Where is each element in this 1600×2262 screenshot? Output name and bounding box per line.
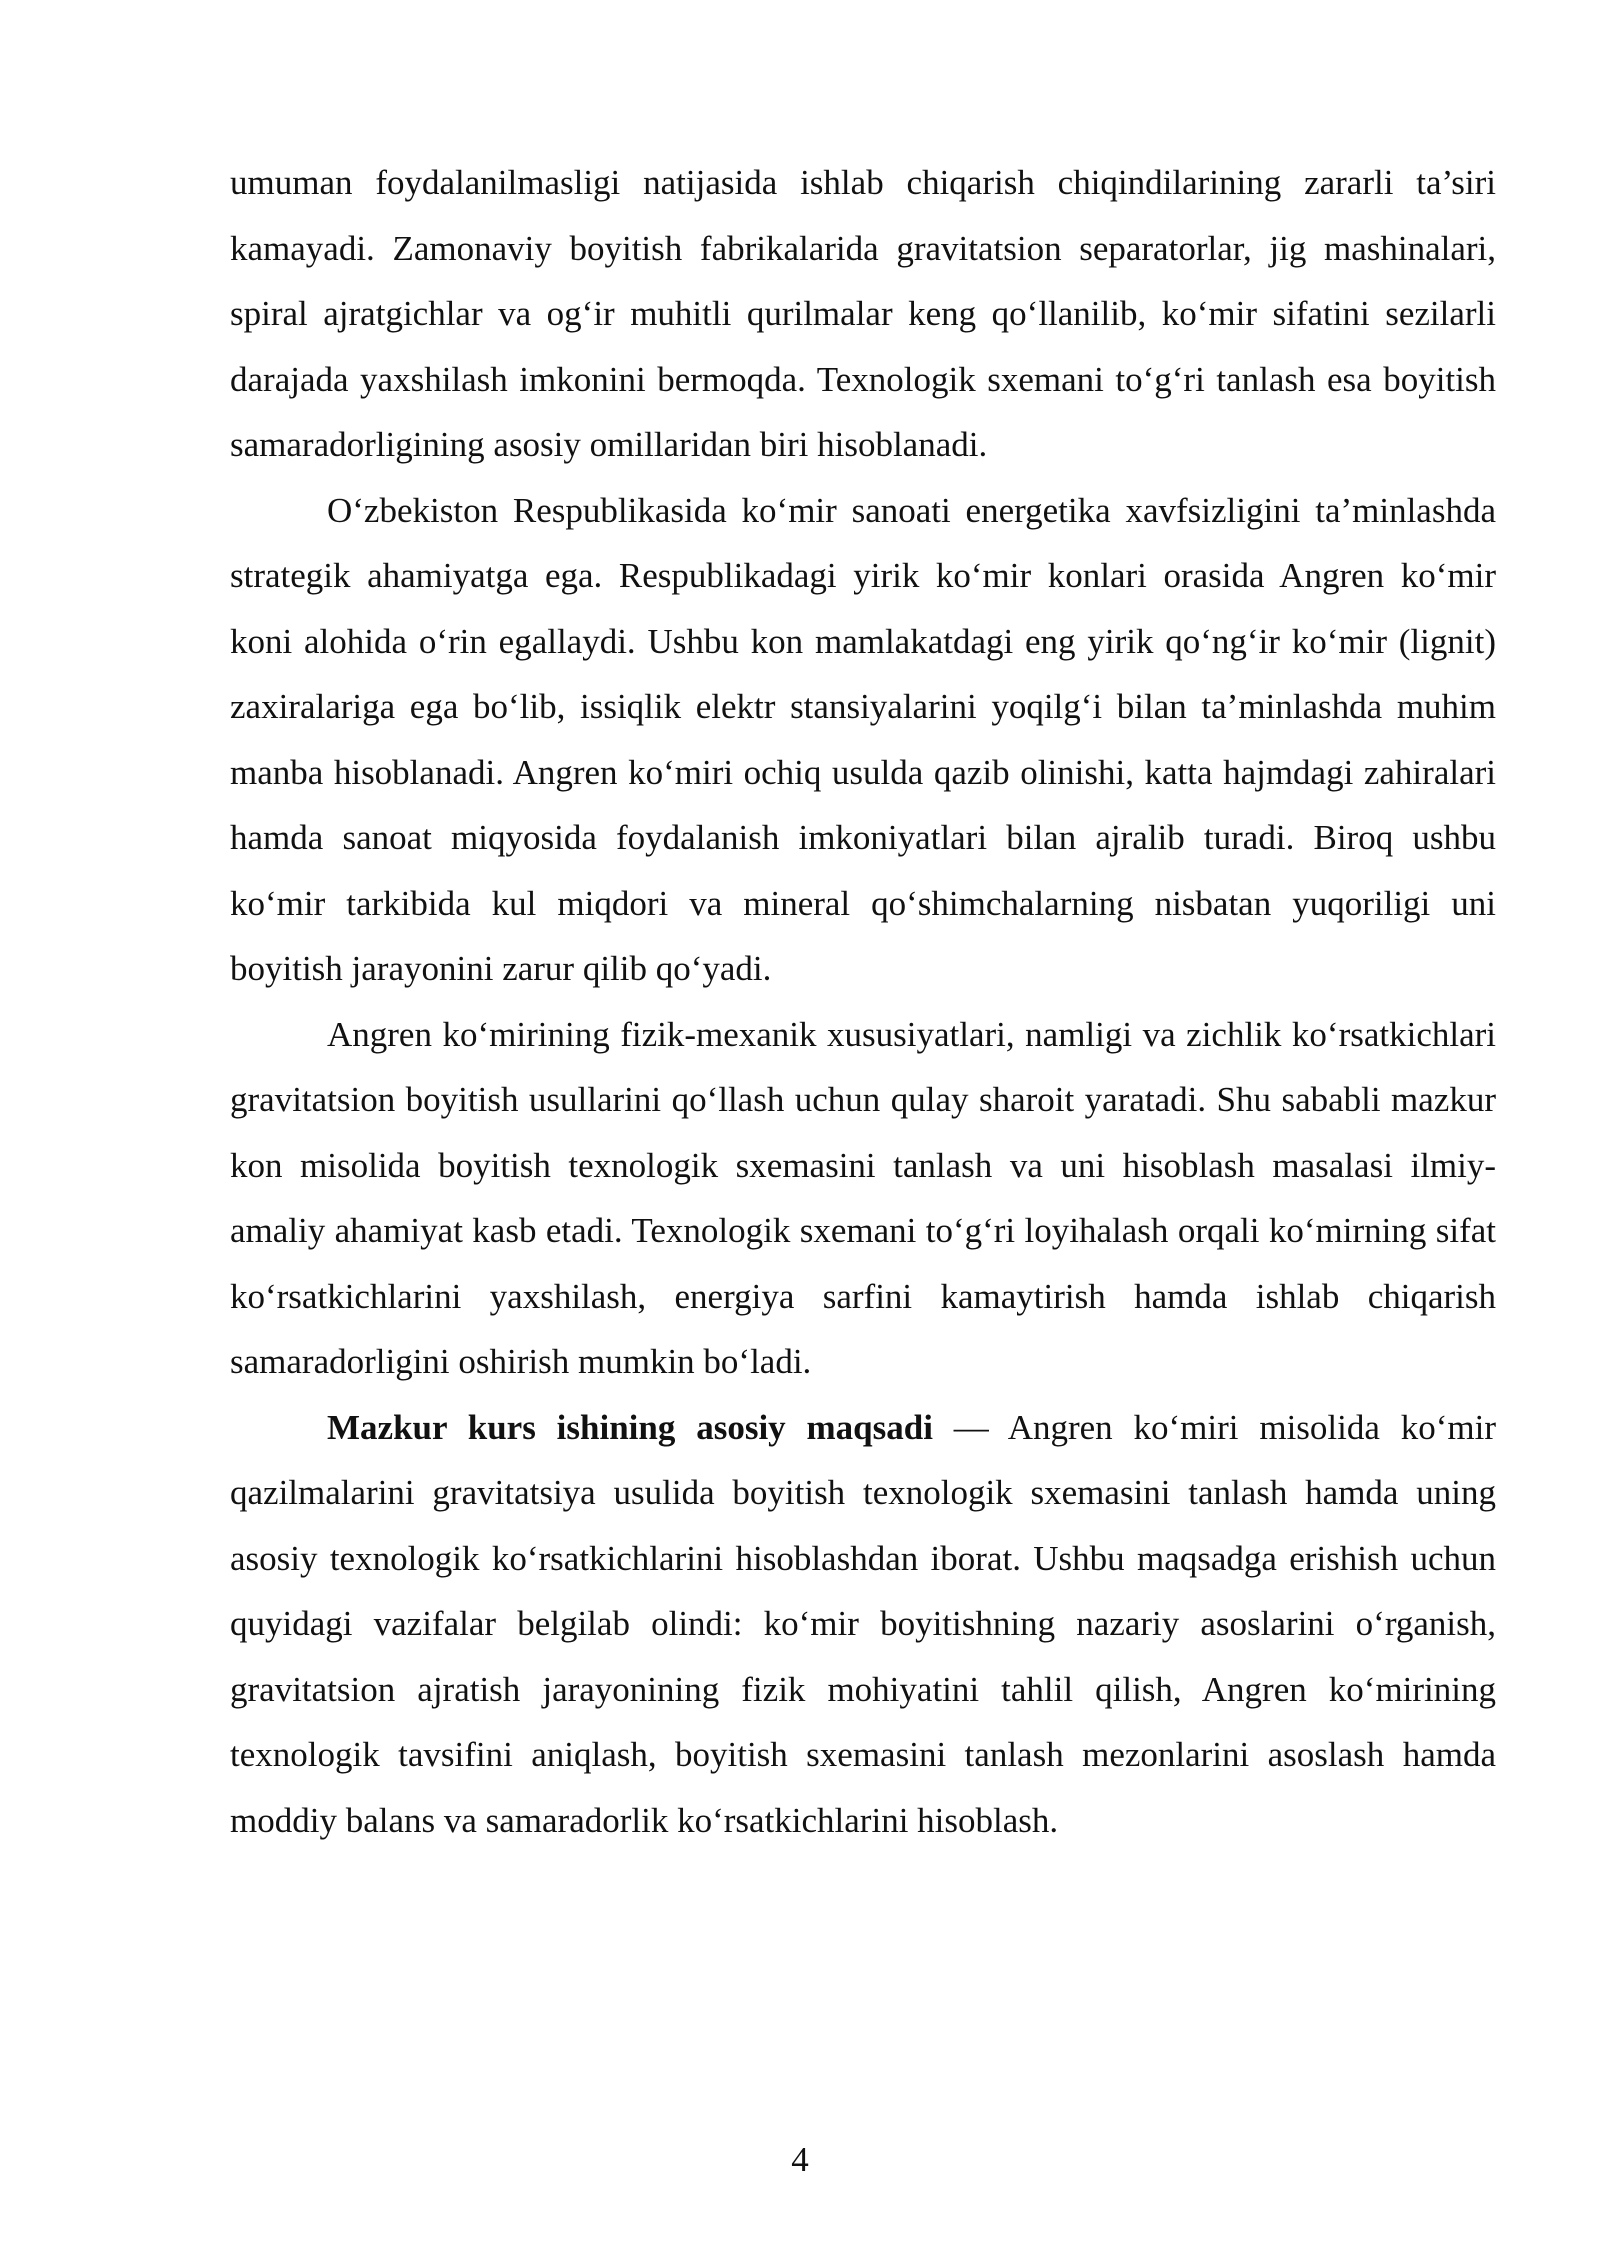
- course-goal-heading: Mazkur kurs ishining asosiy maqsadi: [327, 1407, 933, 1447]
- paragraph-angren-properties: Angren ko‘mirining fizik-mexanik xususiyatlari, namligi va zichlik ko‘rsatkichlari gravitatsion boyitish usullarini qo‘llash uchun qulay sharoit yaratadi. Shu sababli mazkur kon misolida boyitish texnologik sxemasini tanlash va uni hisoblash masalasi ilmiy-amaliy ahamiyat kasb etadi. Texnologik sxemani to‘g‘ri loyihalash orqali ko‘mirning sifat ko‘rsatkichlarini yaxshilash, energiya sarfini kamaytirish hamda ishlab chiqarish samaradorligini oshirish mumkin bo‘ladi.: [230, 1014, 1496, 1381]
- page-number: 4: [791, 2140, 809, 2179]
- paragraph-continuation: umuman foydalanilmasligi natijasida ishlab chiqarish chiqindilarining zararli ta’siri kamayadi. Zamonaviy boyitish fabrikalarida gravitatsion separatorlar, jig mashinalari, spiral ajratgichlar va og‘ir muhitli qurilmalar keng qo‘llanilib, ko‘mir sifatini sezilarli darajada yaxshilash imkonini bermoqda. Texnologik sxemani to‘g‘ri tanlash esa boyitish samaradorligining asosiy omillaridan biri hisoblanadi.: [230, 163, 1496, 464]
- paragraph-course-goal: [230, 1395, 1496, 1854]
- page-body: [230, 150, 1496, 1853]
- course-goal-text: — Angren ko‘miri misolida ko‘mir qazilmalarini gravitatsiya usulida boyitish texnologik sxemasini tanlash hamda uning asosiy texnologik ko‘rsatkichlarini hisoblashdan iborat. Ushbu maqsadga erishish uchun quyidagi vazifalar belgilab olindi: ko‘mir boyitishning nazariy asoslarini o‘rganish, gravitatsion ajratish jarayonining fizik mohiyatini tahlil qilish, Angren ko‘mirining texnologik tavsifini aniqlash, boyitish sxemasini tanlash mezonlarini asoslash hamda moddiy balans va samaradorlik ko‘rsatkichlarini hisoblash.: [230, 1407, 1496, 1840]
- paragraph-coal-industry: O‘zbekiston Respublikasida ko‘mir sanoati energetika xavfsizligini ta’minlashda strategik ahamiyatga ega. Respublikadagi yirik ko‘mir konlari orasida Angren ko‘mir koni alohida o‘rin egallaydi. Ushbu kon mamlakatdagi eng yirik qo‘ng‘ir ko‘mir (lignit) zaxiralariga ega bo‘lib, issiqlik elektr stansiyalarini yoqilg‘i bilan ta’minlashda muhim manba hisoblanadi. Angren ko‘miri ochiq usulda qazib olinishi, katta hajmdagi zahiralari hamda sanoat miqyosida foydalanish imkoniyatlari bilan ajralib turadi. Biroq ushbu ko‘mir tarkibida kul miqdori va mineral qo‘shimchalarning nisbatan yuqoriligi uni boyitish jarayonini zarur qilib qo‘yadi.: [230, 490, 1496, 988]
